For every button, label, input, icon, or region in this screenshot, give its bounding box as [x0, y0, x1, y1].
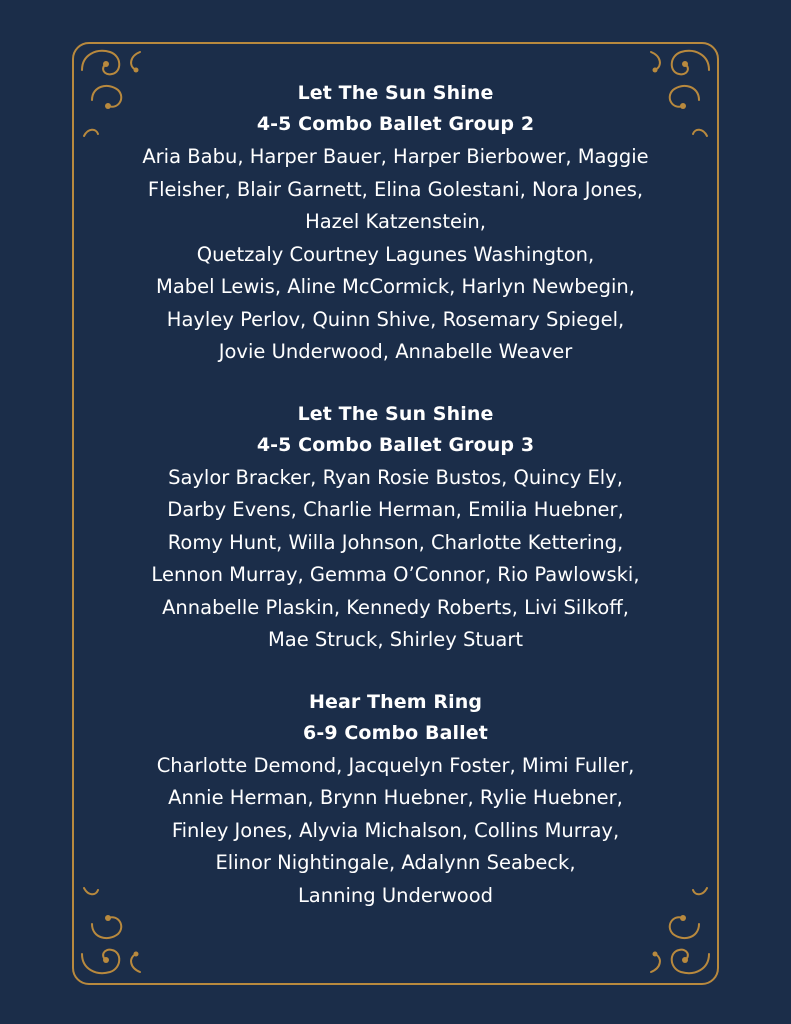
program-content: [92, 78, 699, 912]
song-title: Hear Them Ring: [308, 690, 483, 713]
dancer-names-line: Elinor Nightingale, Adalynn Seabeck,: [215, 851, 576, 874]
song-title: Let The Sun Shine: [297, 82, 494, 104]
dancer-names-line: Annabelle Plaskin, Kennedy Roberts, Livi Silkoff,: [162, 595, 629, 619]
dancer-names-line: Annie Herman, Brynn Huebner, Rylie Huebner,: [168, 786, 623, 809]
dancer-names-line: Fleisher, Blair Garnett, Elina Golestani, Nora Jones,: [147, 177, 644, 201]
dancer-names-line: Romy Hunt, Willa Johnson, Charlotte Kettering,: [167, 530, 624, 554]
dancer-names-line: Lennon Murray, Gemma O’Connor, Rio Pawlowski,: [151, 563, 640, 586]
program-section-3: [92, 687, 699, 913]
class-group-title: 6-9 Combo Ballet: [303, 721, 488, 744]
dancer-names-line: Finley Jones, Alyvia Michalson, Collins Murray,: [171, 818, 620, 842]
dancer-names-line: Saylor Bracker, Ryan Rosie Bustos, Quincy Ely,: [168, 465, 623, 489]
class-group-title: 4-5 Combo Ballet Group 2: [256, 113, 535, 135]
dancer-names: [92, 141, 699, 369]
dancer-names-line: Mae Struck, Shirley Stuart: [267, 628, 524, 651]
dancer-names-line: Quetzaly Courtney Lagunes Washington,: [196, 242, 595, 266]
dancer-names-line: Jovie Underwood, Annabelle Weaver: [218, 340, 573, 363]
dancer-names-line: Darby Evens, Charlie Herman, Emilia Huebner,: [167, 498, 624, 521]
dancer-names-line: Hazel Katzenstein,: [305, 210, 486, 233]
dancer-names: [92, 750, 699, 913]
dancer-names-line: Lanning Underwood: [297, 883, 494, 907]
program-section-2: [92, 399, 699, 657]
dancer-names-line: Charlotte Demond, Jacquelyn Foster, Mimi Fuller,: [156, 753, 635, 777]
song-title: Let The Sun Shine: [297, 402, 494, 425]
dancer-names-line: Mabel Lewis, Aline McCormick, Harlyn Newbegin,: [156, 275, 635, 298]
dancer-names-line: Aria Babu, Harper Bauer, Harper Bierbower, Maggie: [142, 145, 649, 168]
dancer-names: [92, 462, 699, 657]
class-group-title: 4-5 Combo Ballet Group 3: [256, 433, 535, 456]
program-section-1: [92, 78, 699, 369]
dancer-names-line: Hayley Perlov, Quinn Shive, Rosemary Spiegel,: [166, 307, 625, 331]
